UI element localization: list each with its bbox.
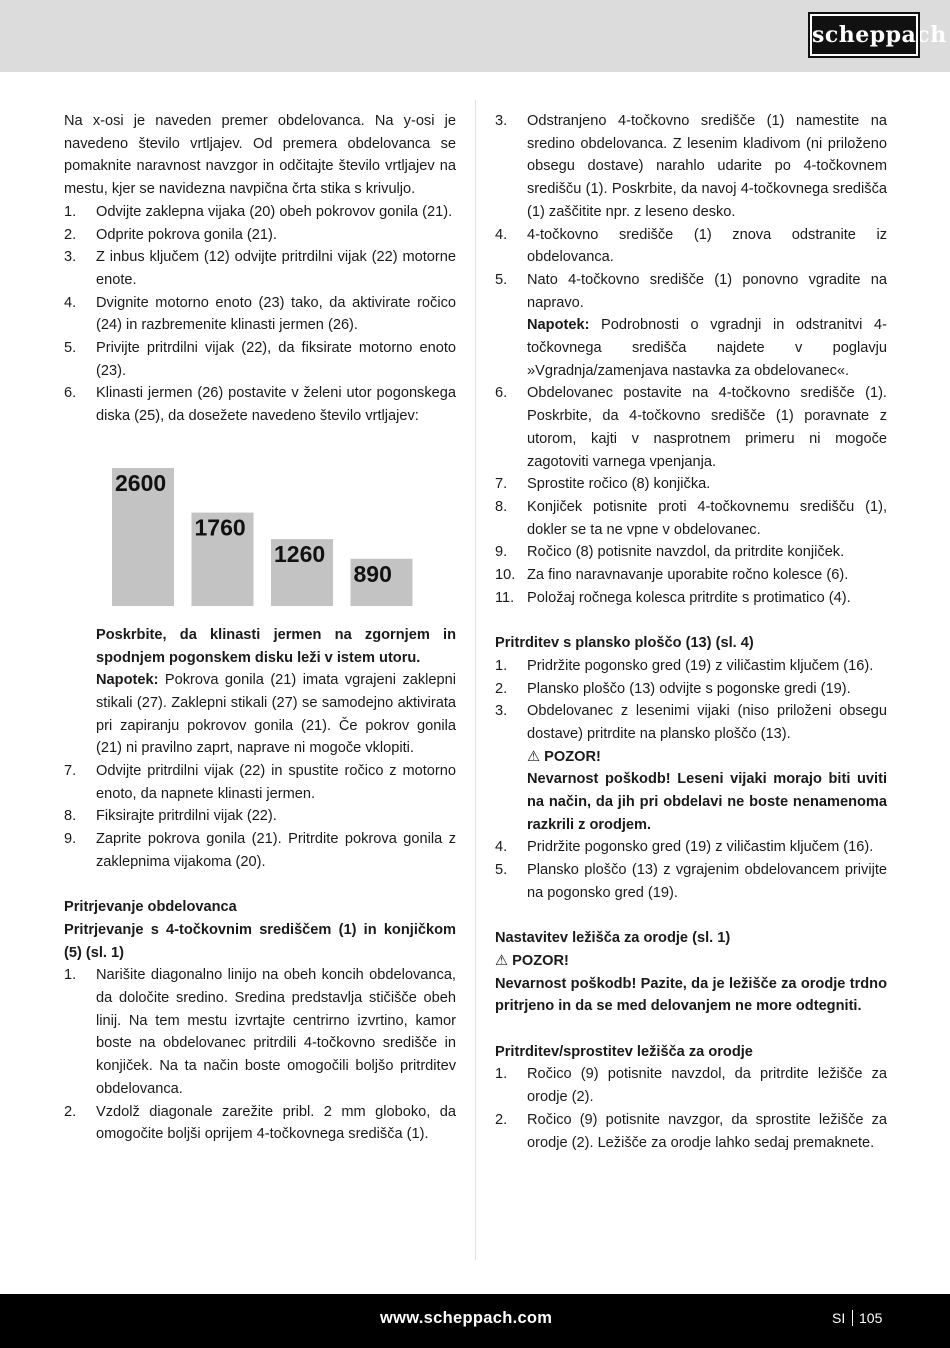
list-item bbox=[495, 541, 887, 564]
list-item bbox=[495, 382, 887, 473]
list-item-text: Klinasti jermen (26) postavite v želeni utor pogonskega diska (25), da dosežete navedeno število vrtljajev: bbox=[96, 385, 456, 425]
list-item bbox=[495, 473, 887, 496]
chart-bar-label: 890 bbox=[353, 560, 392, 587]
list-item-number: 2. bbox=[495, 680, 508, 697]
list-item-text: Obdelovanec postavite na 4-točkovno središče (1). Poskrbite, da 4-točkovno središče (1) poravnate z utorom, kajti v nasprotnem primeru ni mogoče zagotoviti varnega vpenjanja. bbox=[527, 385, 887, 470]
column-divider bbox=[475, 100, 476, 1260]
list-item-number: 3. bbox=[64, 249, 77, 266]
list-item-number: 1. bbox=[64, 203, 77, 220]
list-item bbox=[495, 678, 887, 701]
list-item bbox=[495, 1109, 887, 1154]
plate-warning-text: Nevarnost poškodb! Leseni vijaki morajo biti uviti na način, da jih pri obdelavi ne boste nenamenoma razkrili z orodjem. bbox=[527, 771, 887, 833]
header-band bbox=[0, 0, 950, 72]
list-item-text: Sprostite ročico (8) konjička. bbox=[527, 476, 711, 493]
plate-steps-2 bbox=[495, 836, 887, 904]
speed-chart bbox=[64, 428, 456, 624]
list-item-text: Privijte pritrdilni vijak (22), da fiksirate motorno enoto (23). bbox=[96, 340, 456, 379]
list-item-text: Položaj ročnega kolesca pritrdite s protimatico (4). bbox=[527, 589, 851, 606]
list-item bbox=[64, 246, 456, 291]
list-item-text: Zaprite pokrova gonila (21). Pritrdite pokrova gonila z zaklepnima vijakoma (20). bbox=[96, 831, 456, 870]
note-label: Napotek: bbox=[96, 672, 159, 689]
right-steps-list-1 bbox=[495, 110, 887, 314]
list-item-number: 3. bbox=[495, 703, 508, 720]
list-item-number: 6. bbox=[64, 385, 77, 402]
list-item-number: 1. bbox=[495, 657, 508, 674]
list-item-number: 8. bbox=[64, 808, 77, 825]
left-column bbox=[64, 110, 456, 1146]
list-item-text: Odprite pokrova gonila (21). bbox=[96, 226, 277, 243]
list-item-text: Obdelovanec z lesenimi vijaki (niso priloženi obsegu dostave) pritrdite na plansko ploščo (13). bbox=[527, 703, 887, 742]
list-item-text: Plansko ploščo (13) odvijte s pogonske gredi (19). bbox=[527, 680, 851, 697]
footer-separator bbox=[852, 1310, 853, 1326]
footer-language: SI bbox=[832, 1310, 846, 1326]
right-note-label: Napotek: bbox=[527, 317, 590, 334]
list-item bbox=[495, 564, 887, 587]
list-item bbox=[64, 760, 456, 805]
belt-warning: Poskrbite, da klinasti jermen na zgornjem in spodnjem pogonskem disku leži v istem utoru. bbox=[96, 626, 456, 666]
list-item-text: Pridržite pogonsko gred (19) z viličastim ključem (16). bbox=[527, 657, 874, 674]
intro-paragraph: Na x-osi je naveden premer obdelovanca. Na y-osi je navedeno število vrtljajev. Od premera obdelovanca se pomaknite naravnost navzgor in odčitajte število vrtljajev na mestu, kjer se navidezna navpična črta stika s krivuljo. bbox=[64, 113, 456, 198]
list-item-number: 4. bbox=[64, 294, 77, 311]
list-item-number: 1. bbox=[495, 1066, 508, 1083]
list-item bbox=[64, 201, 456, 224]
list-item bbox=[495, 224, 887, 269]
list-item-number: 4. bbox=[495, 839, 508, 856]
list-item bbox=[495, 859, 887, 904]
list-item-text: Ročico (8) potisnite navzdol, da pritrdite konjiček. bbox=[527, 544, 845, 561]
list-item bbox=[495, 1063, 887, 1108]
list-item bbox=[64, 828, 456, 873]
plate-title: Pritrditev s plansko ploščo (13) (sl. 4) bbox=[495, 635, 754, 652]
list-item-text: Vzdolž diagonale zarežite pribl. 2 mm globoko, da omogočite boljši oprijem 4-točkovnega središča (1). bbox=[96, 1103, 456, 1143]
list-item-text: Nato 4-točkovno središče (1) ponovno vgradite na napravo. bbox=[527, 271, 887, 311]
chart-bar-label: 1760 bbox=[194, 514, 246, 541]
plate-steps-1 bbox=[495, 655, 887, 746]
list-item bbox=[64, 292, 456, 337]
steps-list-1 bbox=[64, 201, 456, 428]
list-item-text: Ročico (9) potisnite navzgor, da sprostite ležišče za orodje (2). Ležišče za orodje lahko sedaj premaknete. bbox=[527, 1111, 887, 1151]
plate-warning-head: ⚠ POZOR! bbox=[527, 748, 601, 765]
list-item-number: 9. bbox=[64, 831, 77, 848]
list-item-text: Narišite diagonalno linijo na obeh koncih obdelovanca, da določite sredino. Sredina predstavlja stičišče obeh linij. Na tem mestu izvrtajte centrirno izvrtino, kamor boste na obdelovanec pritrdili 4-točkovno središče in konjiček. Na ta način boste omogočili boljšo pritrditev obdelovanca. bbox=[96, 967, 456, 1097]
list-item bbox=[495, 836, 887, 859]
note-paragraph bbox=[64, 669, 456, 760]
list-item-text: Ročico (9) potisnite navzdol, da pritrdite ležišče za orodje (2). bbox=[527, 1066, 887, 1106]
footer-url-link[interactable]: www.scheppach.com bbox=[380, 1309, 553, 1327]
right-column bbox=[495, 110, 887, 1154]
right-note bbox=[495, 314, 887, 382]
chart-bar-label: 2600 bbox=[115, 469, 167, 496]
list-item-text: Odvijte zaklepna vijaka (20) obeh pokrovov gonila (21). bbox=[96, 203, 453, 220]
list-item bbox=[495, 110, 887, 224]
section-title: Pritrjevanje obdelovanca bbox=[64, 899, 237, 916]
list-item-number: 1. bbox=[64, 967, 77, 984]
list-item-number: 5. bbox=[64, 340, 77, 357]
list-item-text: Z inbus ključem (12) odvijte pritrdilni vijak (22) motorne enote. bbox=[96, 249, 456, 288]
chart-bar-label: 1260 bbox=[274, 540, 326, 567]
list-item-number: 2. bbox=[495, 1111, 508, 1128]
list-item-text: Odstranjeno 4-točkovno središče (1) namestite na sredino obdelovanca. Z lesenim kladivom (ni priloženo obsegu dostave) narahlo udarite po 4-točkovnem središču (1). Poskrbite, da navoj 4-točkovnega središča (1) zaščitite npr. z leseno desko. bbox=[527, 113, 887, 220]
rest-title: Nastavitev ležišča za orodje (sl. 1) bbox=[495, 930, 731, 947]
list-item-number: 9. bbox=[495, 544, 508, 561]
list-item-text: Konjiček potisnite proti 4-točkovnemu središču (1), dokler se ta ne vpne v obdelovanec. bbox=[527, 498, 887, 538]
list-item-number: 11. bbox=[495, 589, 515, 606]
speed-bar-chart bbox=[64, 428, 456, 624]
list-item bbox=[495, 496, 887, 541]
list-item-number: 6. bbox=[495, 385, 508, 402]
list-item-text: Dvignite motorno enoto (23) tako, da aktivirate ročico (24) in razbremenite klinasti jermen (26). bbox=[96, 294, 456, 334]
scheppach-logo: scheppach bbox=[810, 14, 918, 56]
list-item bbox=[495, 587, 887, 610]
list-item bbox=[64, 224, 456, 247]
right-steps-list-2 bbox=[495, 382, 887, 609]
steps-list-3 bbox=[64, 964, 456, 1146]
list-item-text: 4-točkovno središče (1) znova odstranite iz obdelovanca. bbox=[527, 226, 887, 266]
list-item-text: Plansko ploščo (13) z vgrajenim obdelovancem privijte na pogonsko gred (19). bbox=[527, 862, 887, 901]
list-item-number: 3. bbox=[495, 113, 508, 129]
list-item-number: 2. bbox=[64, 226, 77, 243]
list-item-number: 4. bbox=[495, 226, 508, 243]
rest-warning-text: Nevarnost poškodb! Pazite, da je ležišče za orodje trdno pritrjeno in da se med delovanjem ne more odtegniti. bbox=[495, 975, 887, 1015]
list-item-number: 7. bbox=[495, 476, 508, 493]
list-item-text: Pridržite pogonsko gred (19) z viličastim ključem (16). bbox=[527, 839, 874, 856]
list-item-number: 2. bbox=[64, 1103, 77, 1120]
list-item-number: 7. bbox=[64, 763, 77, 780]
list-item-text: Fiksirajte pritrdilni vijak (22). bbox=[96, 808, 277, 825]
right-note-text: Podrobnosti o vgradnji in odstranitvi 4-točkovnega središča najdete v poglavju »Vgradnja/zamenjava nastavka za obdelovanec«. bbox=[527, 317, 887, 379]
steps-list-2 bbox=[64, 760, 456, 874]
list-item bbox=[64, 964, 456, 1100]
rest-warning-head: ⚠ POZOR! bbox=[495, 952, 569, 969]
list-item bbox=[495, 700, 887, 745]
note-text: Pokrova gonila (21) imata vgrajeni zaklepni stikali (27). Zaklepni stikali (27) se samodejno aktivirata pri zapiranju pokrovov gonila (21). Če pokrov gonila (21) ni pravilno zaprt, naprave ni mogoče vklopiti. bbox=[96, 672, 456, 757]
lock-title: Pritrditev/sprostitev ležišča za orodje bbox=[495, 1043, 753, 1060]
list-item bbox=[64, 337, 456, 382]
list-item bbox=[64, 805, 456, 828]
list-item-number: 8. bbox=[495, 498, 508, 515]
list-item-number: 5. bbox=[495, 862, 508, 879]
list-item bbox=[495, 655, 887, 678]
page-number: 105 bbox=[859, 1310, 883, 1326]
list-item-text: Za fino naravnavanje uporabite ročno kolesce (6). bbox=[527, 567, 849, 584]
list-item-number: 10. bbox=[495, 567, 516, 584]
lock-steps bbox=[495, 1063, 887, 1154]
subsection-title: Pritrjevanje s 4-točkovnim središčem (1) in konjičkom (5) (sl. 1) bbox=[64, 921, 456, 961]
list-item-number: 5. bbox=[495, 271, 508, 288]
list-item-text: Odvijte pritrdilni vijak (22) in spustite ročico z motorno enoto, da napnete klinasti jermen. bbox=[96, 763, 456, 802]
list-item bbox=[64, 382, 456, 427]
list-item bbox=[64, 1101, 456, 1146]
list-item bbox=[495, 269, 887, 314]
